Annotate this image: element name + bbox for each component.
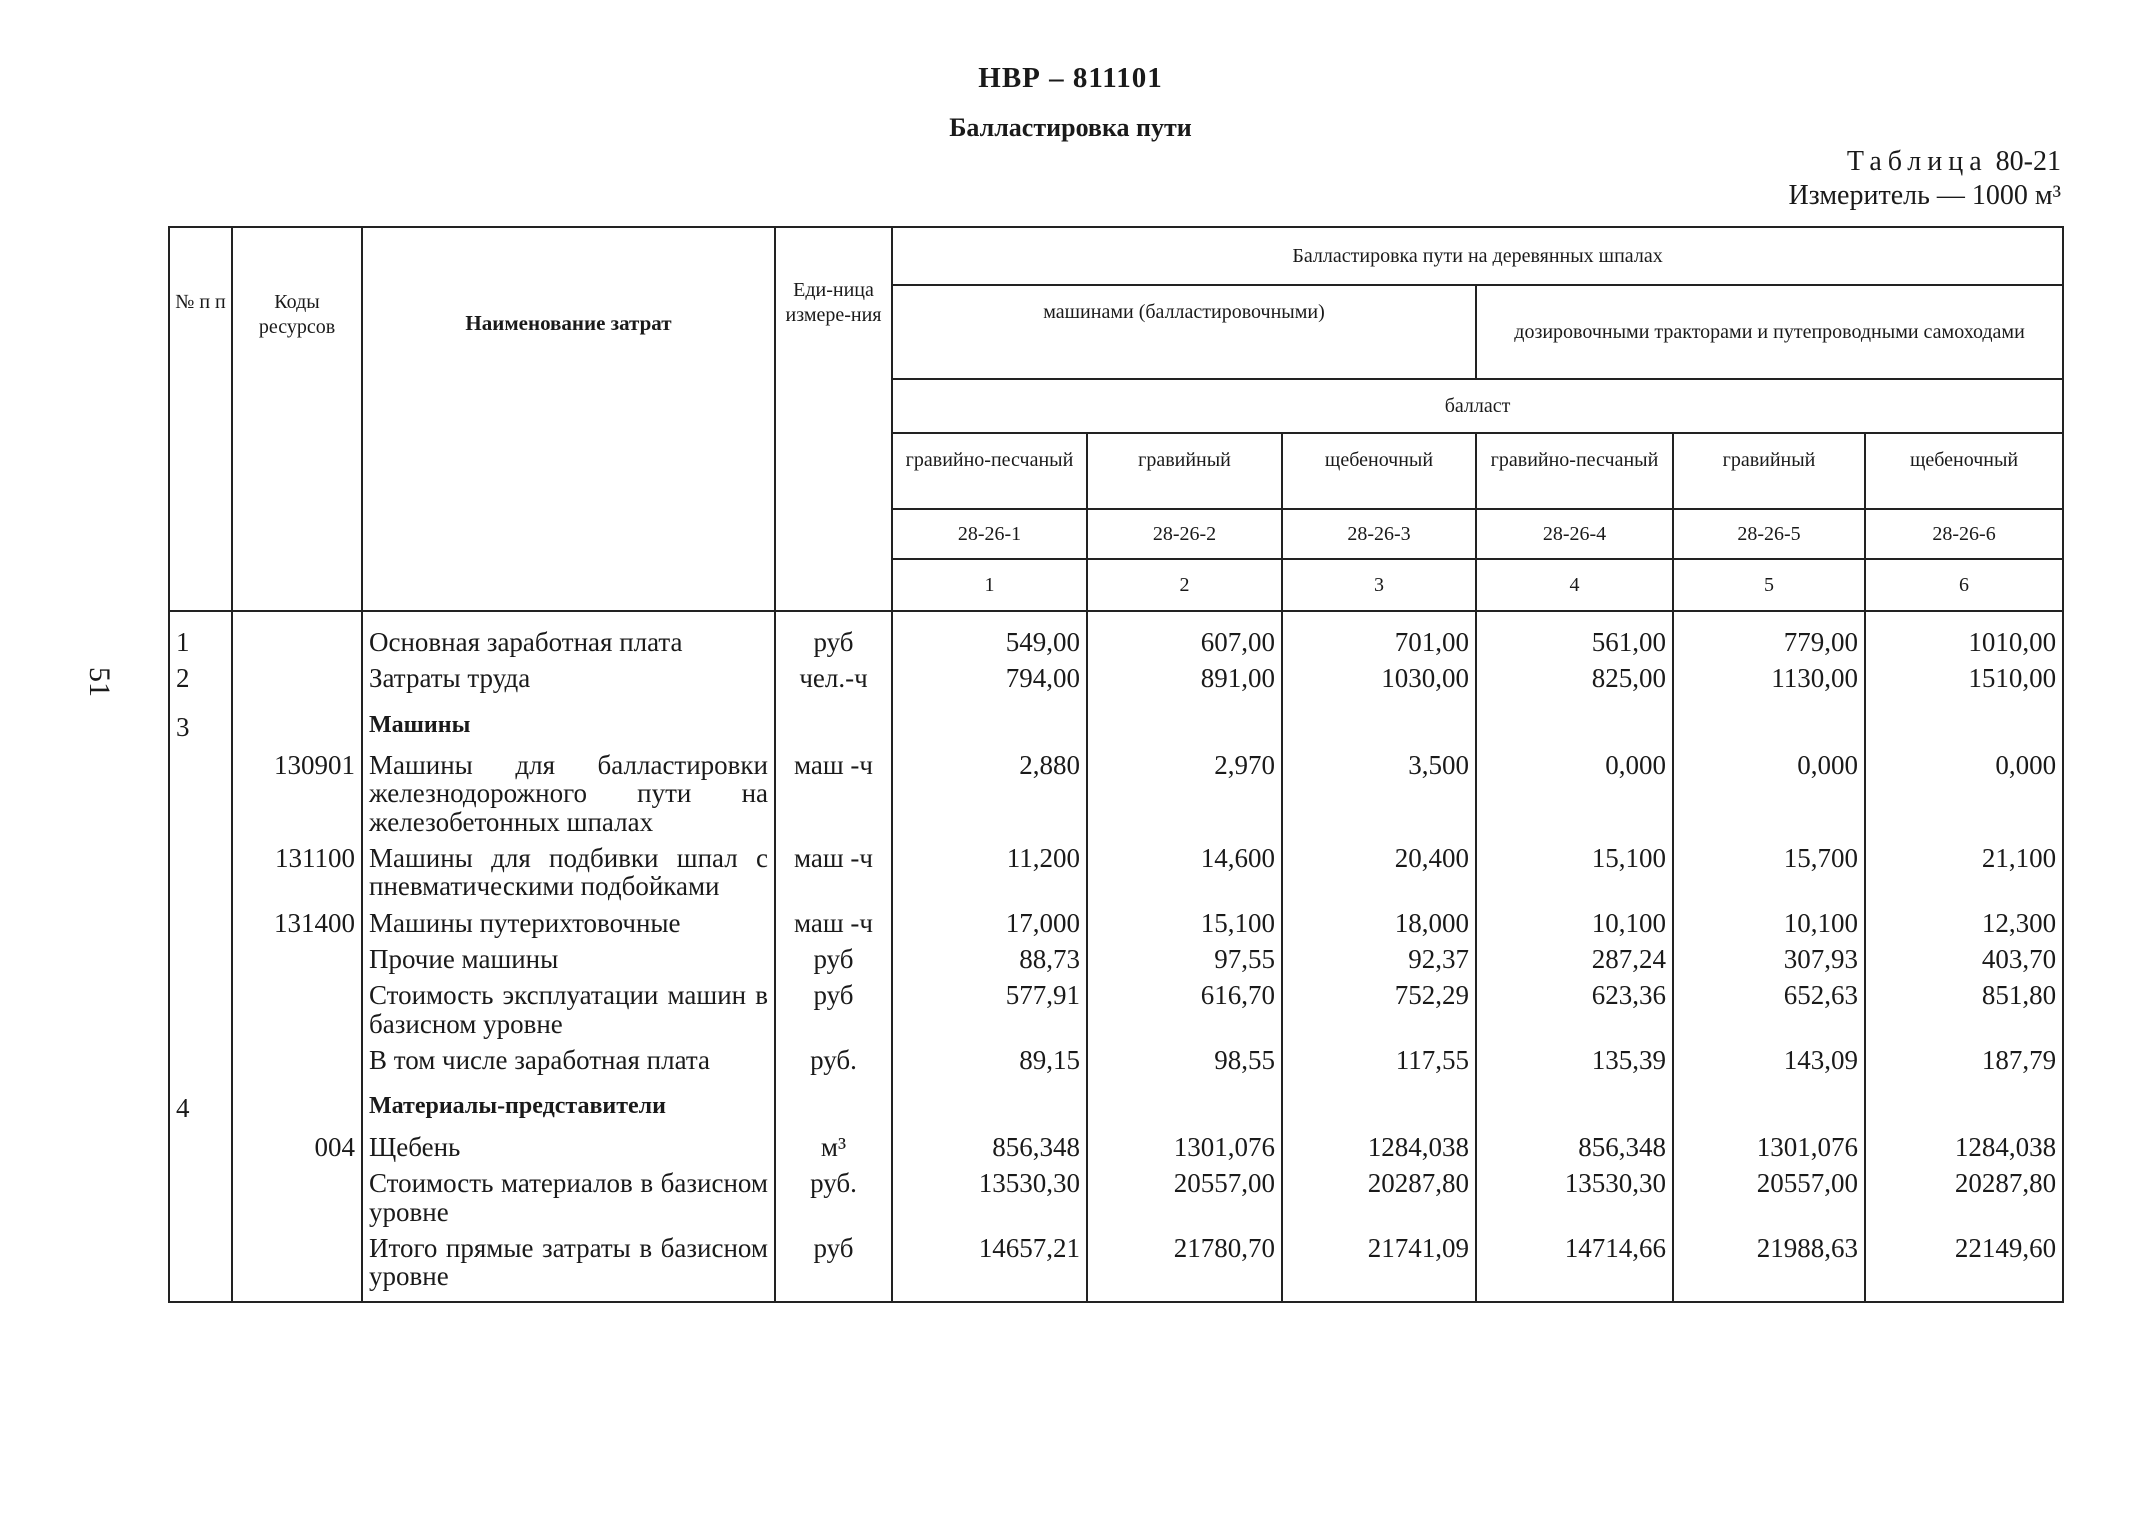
- value-col-1: 17,000: [892, 905, 1087, 941]
- value-col-1: [892, 1078, 1087, 1128]
- cost-name: Стоимость материалов в базисном уровне: [362, 1165, 775, 1230]
- value-col-4: [1476, 1078, 1673, 1128]
- section-title: Материалы-представители: [362, 1078, 775, 1128]
- value-col-3: [1282, 1078, 1476, 1128]
- table-label: [1847, 146, 2061, 178]
- value-col-6: 1284,038: [1865, 1129, 2063, 1165]
- table-row: [169, 941, 2063, 977]
- value-col-1: 549,00: [892, 611, 1087, 660]
- value-col-1: 13530,30: [892, 1165, 1087, 1230]
- value-col-5: [1673, 697, 1865, 747]
- value-col-5: 143,09: [1673, 1042, 1865, 1078]
- column-number-4: 4: [1476, 559, 1673, 611]
- value-col-6: 0,000: [1865, 747, 2063, 840]
- value-col-2: 20557,00: [1087, 1165, 1282, 1230]
- value-col-5: 10,100: [1673, 905, 1865, 941]
- value-col-4: 623,36: [1476, 977, 1673, 1042]
- value-col-4: 0,000: [1476, 747, 1673, 840]
- value-col-2: 1301,076: [1087, 1129, 1282, 1165]
- table-row: [169, 977, 2063, 1042]
- value-col-3: 117,55: [1282, 1042, 1476, 1078]
- header-ballast-type-6: щебеночный: [1865, 433, 2063, 509]
- value-col-5: 779,00: [1673, 611, 1865, 660]
- value-col-2: 98,55: [1087, 1042, 1282, 1078]
- unit: руб: [775, 977, 892, 1042]
- unit: руб: [775, 941, 892, 977]
- resource-code: [232, 1165, 362, 1230]
- norm-code-2: 28-26-2: [1087, 509, 1282, 559]
- header-codes: Коды ресурсов: [232, 227, 362, 611]
- table-row: [169, 697, 2063, 747]
- unit: [775, 697, 892, 747]
- value-col-2: [1087, 697, 1282, 747]
- resource-code: [232, 941, 362, 977]
- row-number: [169, 1042, 232, 1078]
- value-col-1: 2,880: [892, 747, 1087, 840]
- value-col-5: 21988,63: [1673, 1230, 1865, 1302]
- value-col-5: 20557,00: [1673, 1165, 1865, 1230]
- section-title: Машины: [362, 697, 775, 747]
- value-col-4: 14714,66: [1476, 1230, 1673, 1302]
- table-body: [169, 611, 2063, 1302]
- value-col-1: 89,15: [892, 1042, 1087, 1078]
- header-ballast-type-2: гравийный: [1087, 433, 1282, 509]
- cost-name: Машины путерихтовочные: [362, 905, 775, 941]
- table-number: 80-21: [1995, 146, 2061, 177]
- value-col-3: 701,00: [1282, 611, 1476, 660]
- table-row: [169, 1129, 2063, 1165]
- unit: руб: [775, 1230, 892, 1302]
- resource-code: 131100: [232, 840, 362, 905]
- header-num: № п п: [169, 227, 232, 611]
- row-number: [169, 1129, 232, 1165]
- resource-code: [232, 611, 362, 660]
- value-col-2: 21780,70: [1087, 1230, 1282, 1302]
- value-col-1: 794,00: [892, 660, 1087, 696]
- header-ballast: балласт: [892, 379, 2063, 433]
- resource-code: [232, 1230, 362, 1302]
- column-number-5: 5: [1673, 559, 1865, 611]
- value-col-5: 307,93: [1673, 941, 1865, 977]
- header-ballast-type-1: гравийно-песчаный: [892, 433, 1087, 509]
- column-number-3: 3: [1282, 559, 1476, 611]
- value-col-4: 15,100: [1476, 840, 1673, 905]
- unit: руб.: [775, 1165, 892, 1230]
- value-col-6: 20287,80: [1865, 1165, 2063, 1230]
- row-number: 3: [169, 697, 232, 747]
- cost-name: Основная заработная плата: [362, 611, 775, 660]
- value-col-5: 0,000: [1673, 747, 1865, 840]
- value-col-1: 11,200: [892, 840, 1087, 905]
- norms-table: [168, 226, 2064, 1303]
- resource-code: [232, 977, 362, 1042]
- resource-code: [232, 1078, 362, 1128]
- value-col-4: 13530,30: [1476, 1165, 1673, 1230]
- document-code: НВР – 811101: [978, 62, 1163, 94]
- value-col-6: 1010,00: [1865, 611, 2063, 660]
- cost-name: В том числе заработная плата: [362, 1042, 775, 1078]
- value-col-1: 14657,21: [892, 1230, 1087, 1302]
- value-col-4: 287,24: [1476, 941, 1673, 977]
- value-col-1: 577,91: [892, 977, 1087, 1042]
- value-col-2: [1087, 1078, 1282, 1128]
- header-group-title: Балластировка пути на деревянных шпалах: [892, 227, 2063, 285]
- value-col-6: 21,100: [1865, 840, 2063, 905]
- value-col-5: 652,63: [1673, 977, 1865, 1042]
- resource-code: 004: [232, 1129, 362, 1165]
- value-col-3: 20287,80: [1282, 1165, 1476, 1230]
- norm-code-3: 28-26-3: [1282, 509, 1476, 559]
- header-method-tractors: дозировочными тракторами и путепроводными самоходами: [1476, 285, 2063, 379]
- column-number-6: 6: [1865, 559, 2063, 611]
- value-col-6: 187,79: [1865, 1042, 2063, 1078]
- table-row: [169, 1042, 2063, 1078]
- resource-code: 131400: [232, 905, 362, 941]
- value-col-3: 21741,09: [1282, 1230, 1476, 1302]
- table-row: [169, 1165, 2063, 1230]
- norm-code-6: 28-26-6: [1865, 509, 2063, 559]
- value-col-4: 10,100: [1476, 905, 1673, 941]
- value-col-5: 1301,076: [1673, 1129, 1865, 1165]
- cost-name: Затраты труда: [362, 660, 775, 696]
- header-ballast-type-3: щебеночный: [1282, 433, 1476, 509]
- resource-code: [232, 1042, 362, 1078]
- value-col-6: 22149,60: [1865, 1230, 2063, 1302]
- table-row: [169, 747, 2063, 840]
- value-col-5: [1673, 1078, 1865, 1128]
- value-col-4: 856,348: [1476, 1129, 1673, 1165]
- table-row: [169, 660, 2063, 696]
- unit: м³: [775, 1129, 892, 1165]
- value-col-1: 856,348: [892, 1129, 1087, 1165]
- row-number: [169, 905, 232, 941]
- row-number: 1: [169, 611, 232, 660]
- value-col-2: 15,100: [1087, 905, 1282, 941]
- value-col-2: 14,600: [1087, 840, 1282, 905]
- header-method-machines: машинами (балластировочными): [892, 285, 1476, 379]
- unit: чел.-ч: [775, 660, 892, 696]
- table-row: [169, 1078, 2063, 1128]
- row-number: [169, 840, 232, 905]
- value-col-3: 3,500: [1282, 747, 1476, 840]
- header-ballast-type-4: гравийно-песчаный: [1476, 433, 1673, 509]
- value-col-4: 135,39: [1476, 1042, 1673, 1078]
- value-col-2: 2,970: [1087, 747, 1282, 840]
- header-name: Наименование затрат: [362, 227, 775, 611]
- value-col-1: [892, 697, 1087, 747]
- value-col-6: 403,70: [1865, 941, 2063, 977]
- norm-code-5: 28-26-5: [1673, 509, 1865, 559]
- value-col-6: [1865, 697, 2063, 747]
- row-number: 4: [169, 1078, 232, 1128]
- value-col-3: 1030,00: [1282, 660, 1476, 696]
- column-number-1: 1: [892, 559, 1087, 611]
- cost-name: Машины для подбивки шпал с пневматическими подбойками: [362, 840, 775, 905]
- value-col-6: 1510,00: [1865, 660, 2063, 696]
- value-col-6: 12,300: [1865, 905, 2063, 941]
- unit: маш -ч: [775, 747, 892, 840]
- norm-code-4: 28-26-4: [1476, 509, 1673, 559]
- header-ballast-type-5: гравийный: [1673, 433, 1865, 509]
- value-col-2: 616,70: [1087, 977, 1282, 1042]
- value-col-6: 851,80: [1865, 977, 2063, 1042]
- header-unit: Еди-ница измере-ния: [775, 227, 892, 611]
- value-col-5: 15,700: [1673, 840, 1865, 905]
- value-col-2: 97,55: [1087, 941, 1282, 977]
- value-col-1: 88,73: [892, 941, 1087, 977]
- resource-code: 130901: [232, 747, 362, 840]
- row-number: 2: [169, 660, 232, 696]
- row-number: [169, 977, 232, 1042]
- value-col-4: 561,00: [1476, 611, 1673, 660]
- page-number: 51: [83, 667, 116, 697]
- resource-code: [232, 660, 362, 696]
- unit: [775, 1078, 892, 1128]
- value-col-3: 18,000: [1282, 905, 1476, 941]
- table-label-word: Таблица: [1846, 146, 1988, 177]
- value-col-4: [1476, 697, 1673, 747]
- table-row: [169, 1230, 2063, 1302]
- value-col-3: 92,37: [1282, 941, 1476, 977]
- unit: руб.: [775, 1042, 892, 1078]
- unit: руб: [775, 611, 892, 660]
- cost-name: Прочие машины: [362, 941, 775, 977]
- value-col-3: [1282, 697, 1476, 747]
- cost-name: Итого прямые затраты в базисном уровне: [362, 1230, 775, 1302]
- value-col-3: 20,400: [1282, 840, 1476, 905]
- cost-name: Щебень: [362, 1129, 775, 1165]
- norm-code-1: 28-26-1: [892, 509, 1087, 559]
- row-number: [169, 1165, 232, 1230]
- row-number: [169, 941, 232, 977]
- unit: маш -ч: [775, 840, 892, 905]
- measure-unit: Измеритель — 1000 м³: [1788, 180, 2061, 211]
- value-col-4: 825,00: [1476, 660, 1673, 696]
- value-col-3: 1284,038: [1282, 1129, 1476, 1165]
- table-row: [169, 840, 2063, 905]
- cost-name: Стоимость эксплуатации машин в базисном уровне: [362, 977, 775, 1042]
- value-col-3: 752,29: [1282, 977, 1476, 1042]
- document-title: Балластировка пути: [949, 113, 1192, 142]
- column-number-2: 2: [1087, 559, 1282, 611]
- resource-code: [232, 697, 362, 747]
- row-number: [169, 747, 232, 840]
- table-row: [169, 611, 2063, 660]
- cost-name: Машины для балластировки железнодорожного пути на железобетонных шпалах: [362, 747, 775, 840]
- value-col-2: 607,00: [1087, 611, 1282, 660]
- value-col-5: 1130,00: [1673, 660, 1865, 696]
- value-col-6: [1865, 1078, 2063, 1128]
- row-number: [169, 1230, 232, 1302]
- unit: маш -ч: [775, 905, 892, 941]
- table-row: [169, 905, 2063, 941]
- value-col-2: 891,00: [1087, 660, 1282, 696]
